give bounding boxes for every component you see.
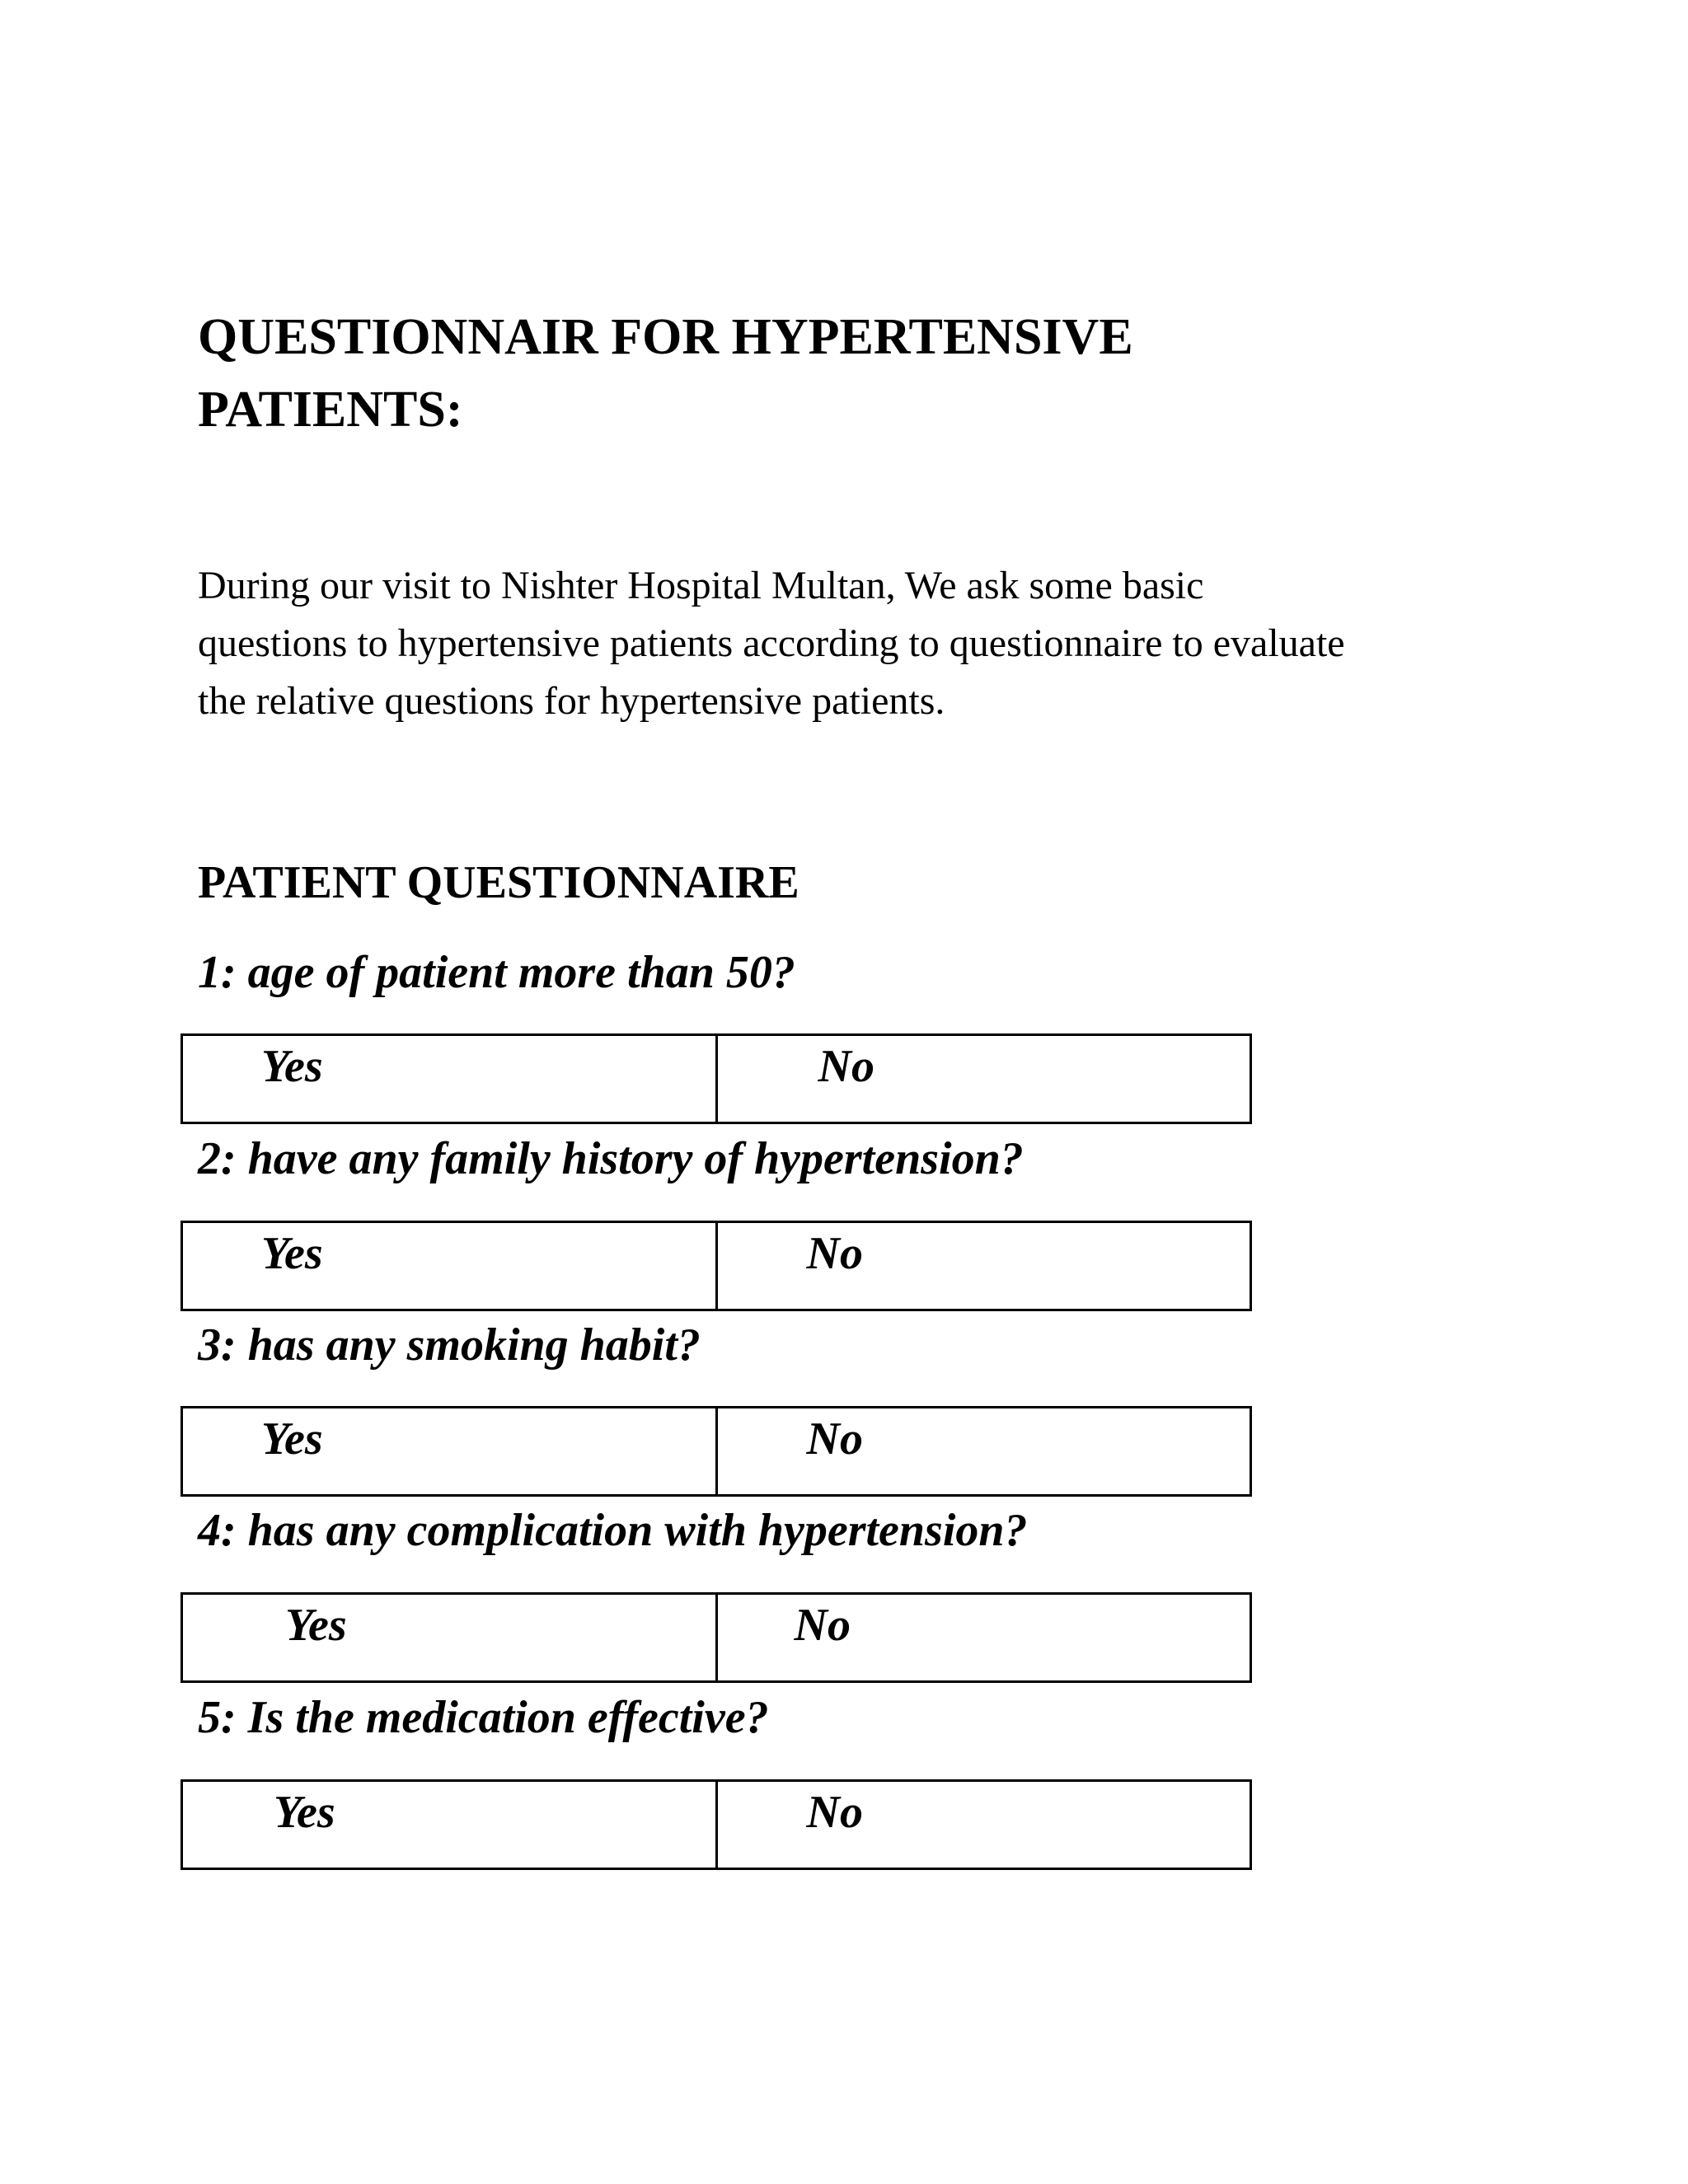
- no-cell-1[interactable]: [715, 1036, 1250, 1122]
- no-cell-3[interactable]: [715, 1408, 1250, 1494]
- no-label-3: No: [806, 1413, 863, 1465]
- answer-table-1: [181, 1033, 1252, 1124]
- question-2: 2: have any family history of hypertension?: [198, 1133, 1024, 1184]
- no-cell-5[interactable]: [715, 1782, 1250, 1868]
- no-label-1: No: [818, 1041, 874, 1092]
- question-5: 5: Is the medication effective?: [198, 1692, 769, 1743]
- intro-line-2: questions to hypertensive patients according to questionnaire to evaluate: [198, 621, 1345, 665]
- question-3: 3: has any smoking habit?: [198, 1319, 701, 1371]
- yes-cell-1[interactable]: [183, 1036, 715, 1122]
- question-4: 4: has any complication with hypertension?: [198, 1505, 1028, 1556]
- no-label-4: No: [794, 1600, 851, 1651]
- no-label-2: No: [806, 1228, 863, 1279]
- no-cell-4[interactable]: [715, 1595, 1250, 1680]
- section-heading: PATIENT QUESTIONNAIRE: [198, 857, 799, 908]
- yes-label-3: Yes: [261, 1413, 323, 1465]
- title-line-2: PATIENTS:: [198, 382, 463, 438]
- question-1: 1: age of patient more than 50?: [198, 947, 795, 998]
- answer-table-3: [181, 1406, 1252, 1497]
- yes-label-5: Yes: [274, 1787, 335, 1838]
- intro-line-3: the relative questions for hypertensive patients.: [198, 679, 945, 723]
- no-label-5: No: [806, 1787, 863, 1838]
- yes-label-4: Yes: [285, 1600, 347, 1651]
- answer-table-2: [181, 1221, 1252, 1311]
- title-line-1: QUESTIONNAIR FOR HYPERTENSIVE: [198, 309, 1133, 365]
- document-title: [198, 301, 1517, 446]
- intro-line-1: During our visit to Nishter Hospital Multan, We ask some basic: [198, 564, 1204, 607]
- no-cell-2[interactable]: [715, 1223, 1250, 1309]
- answer-table-5: [181, 1779, 1252, 1870]
- yes-cell-5[interactable]: [183, 1782, 715, 1868]
- yes-cell-4[interactable]: [183, 1595, 715, 1680]
- yes-cell-2[interactable]: [183, 1223, 715, 1309]
- yes-cell-3[interactable]: [183, 1408, 715, 1494]
- intro-paragraph: [198, 557, 1500, 730]
- answer-table-4: [181, 1592, 1252, 1683]
- yes-label-1: Yes: [261, 1041, 323, 1092]
- yes-label-2: Yes: [261, 1228, 323, 1279]
